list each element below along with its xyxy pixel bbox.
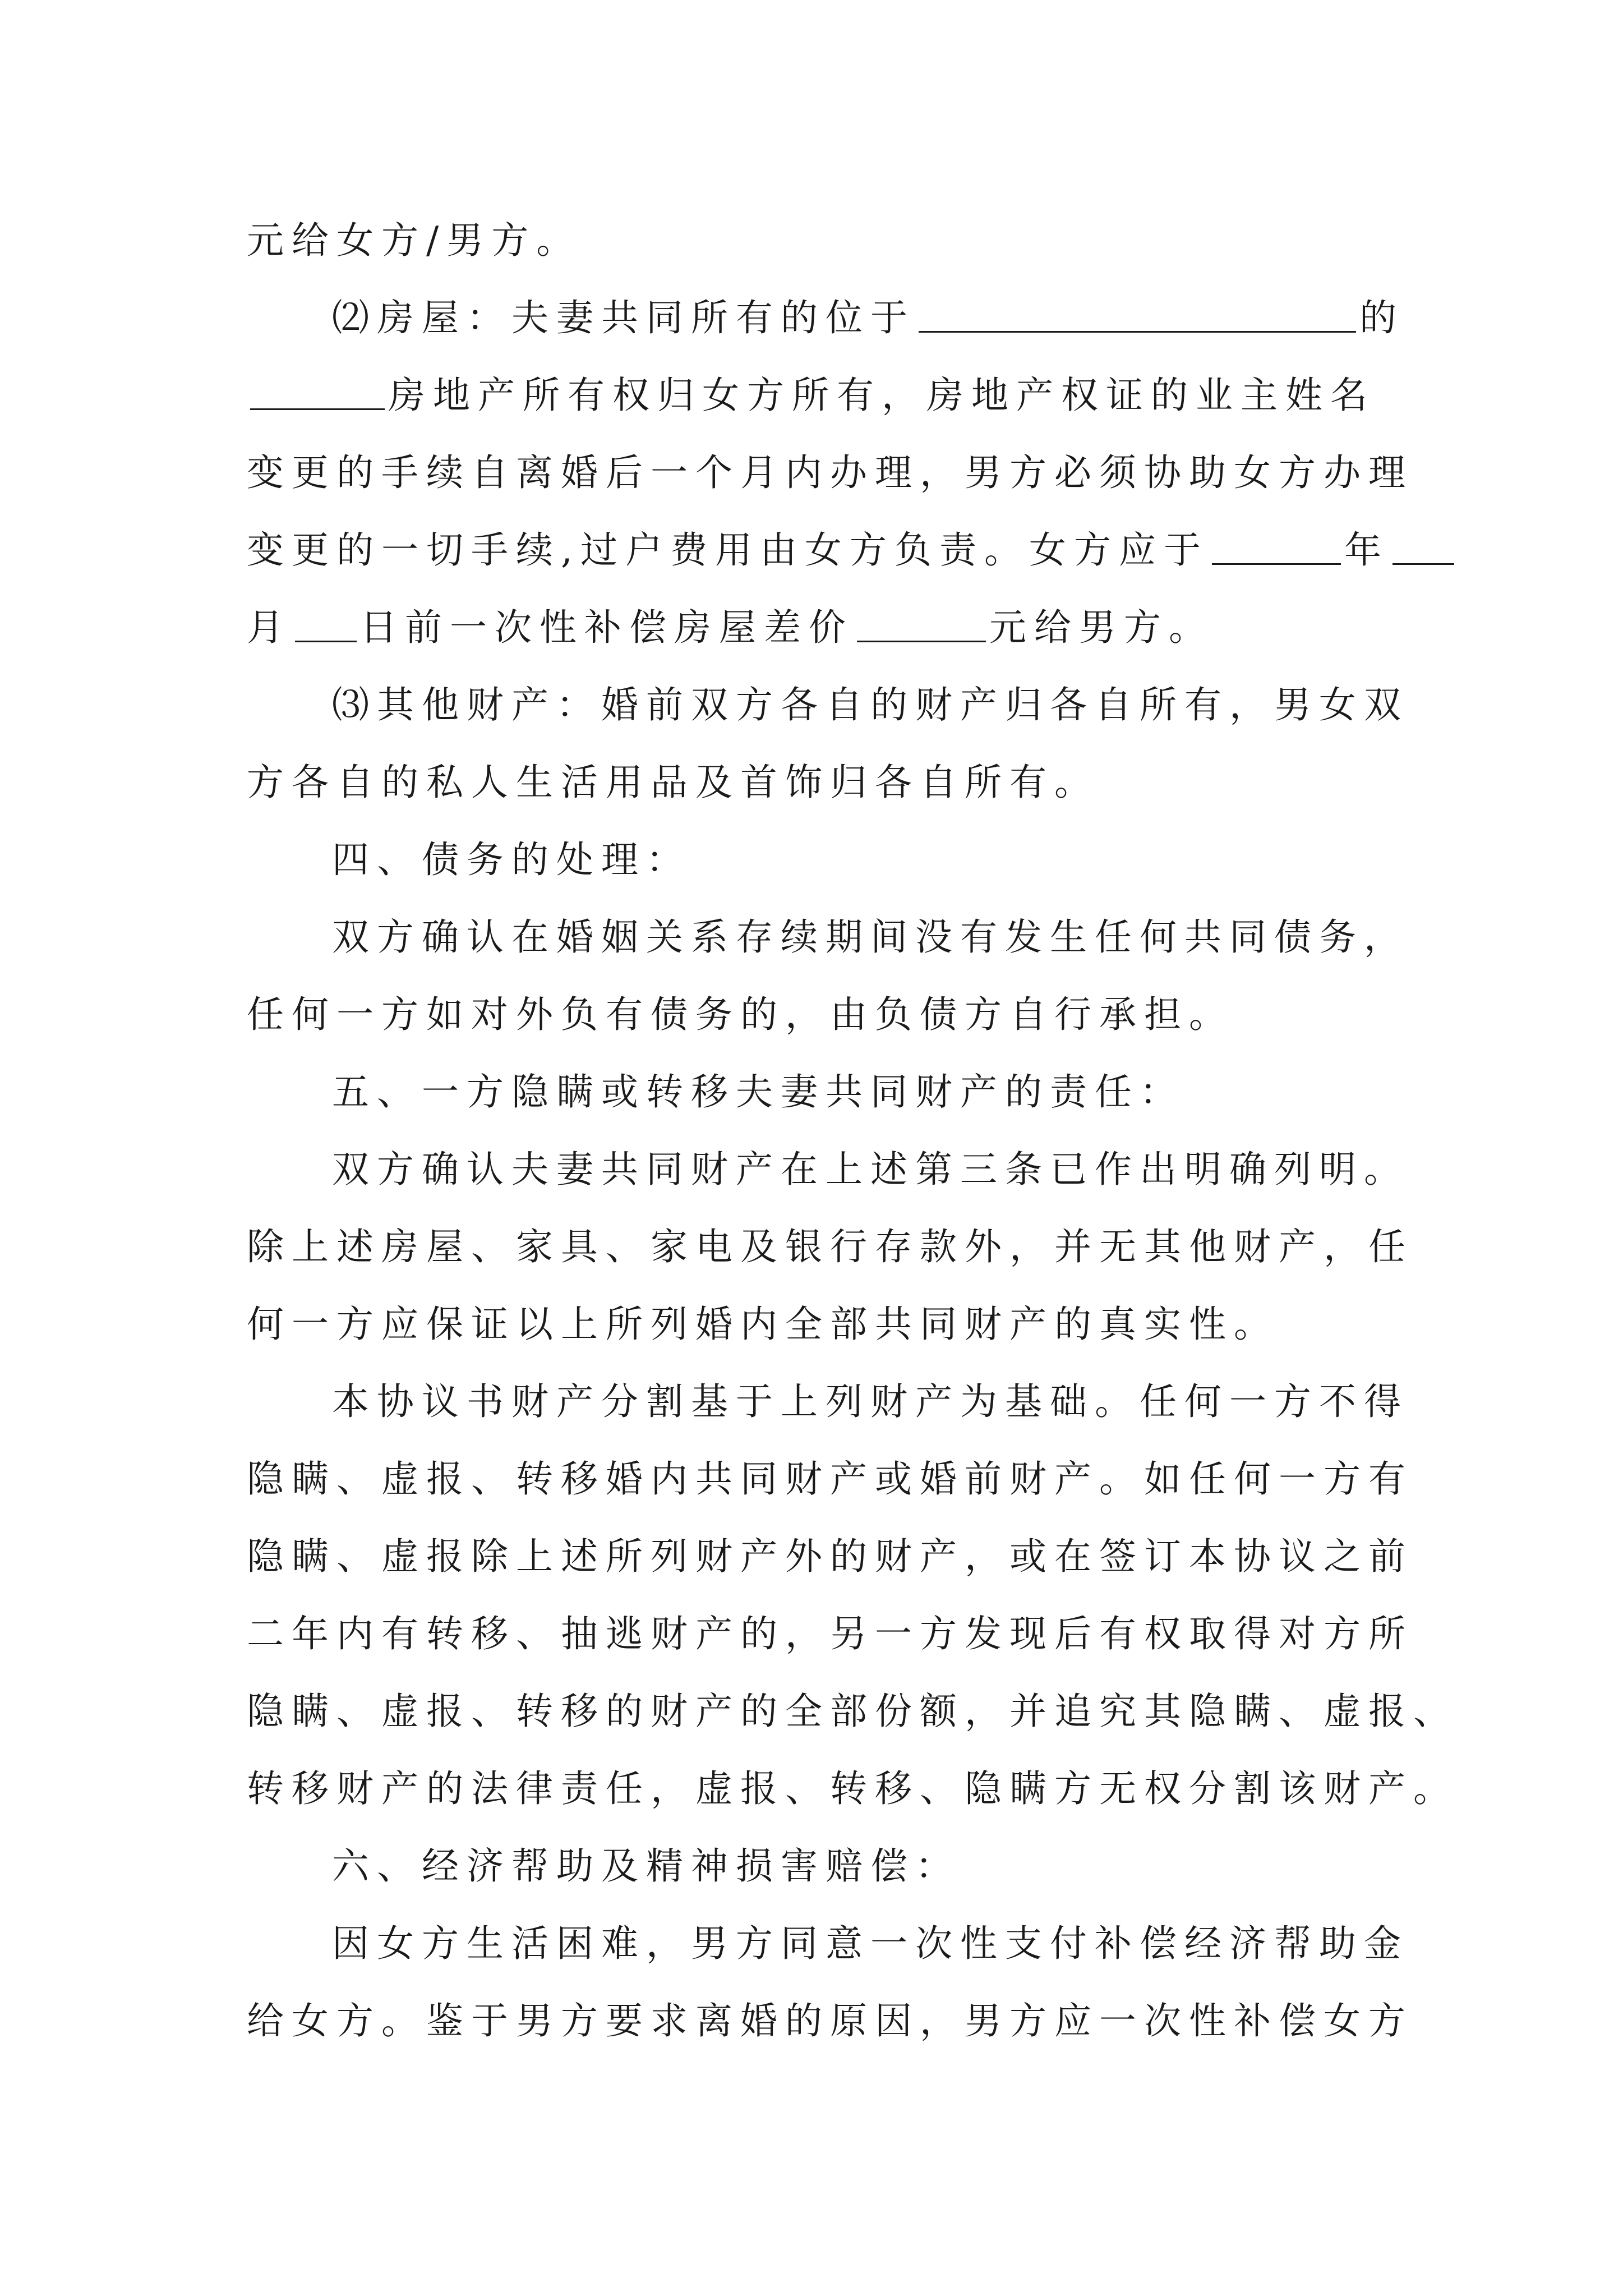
text-line: 元给女方/男方。	[247, 219, 582, 262]
section-heading: 四、债务的处理：	[332, 838, 691, 881]
text-line: ⑶其他财产：婚前双方各自的财产归各自所有，男女双	[332, 683, 1409, 726]
text-line: 隐瞒、虚报、转移的财产的全部份额，并追究其隐瞒、虚报、	[247, 1690, 1458, 1733]
text-line: 双方确认夫妻共同财产在上述第三条已作出明确列明。	[332, 1148, 1409, 1191]
section-heading: 五、一方隐瞒或转移夫妻共同财产的责任：	[332, 1070, 1184, 1114]
fill-in-blank	[295, 607, 357, 642]
text-line: 除上述房屋、家具、家电及银行存款外，并无其他财产，任	[247, 1225, 1413, 1268]
text-line: 双方确认在婚姻关系存续期间没有发生任何共同债务，	[332, 915, 1409, 959]
line-text: 房地产所有权归女方所有，房地产权证的业主姓名	[388, 374, 1375, 417]
line-text: 变更的一切手续,过户费用由女方负责。女方应于	[247, 528, 1209, 572]
line-text: 月	[247, 606, 292, 649]
line-text: 元给男方。	[989, 606, 1214, 649]
text-line: 给女方。鉴于男方要求离婚的原因，男方应一次性补偿女方	[247, 1999, 1413, 2042]
text-line: 隐瞒、虚报、转移婚内共同财产或婚前财产。如任何一方有	[247, 1457, 1413, 1501]
line-text: 日前一次性补偿房屋差价	[360, 606, 854, 649]
text-line: 二年内有转移、抽逃财产的，另一方发现后有权取得对方所	[247, 1612, 1413, 1655]
fill-in-blank	[857, 607, 986, 642]
fill-in-blank	[1393, 530, 1454, 565]
fill-in-blank	[250, 375, 385, 410]
text-line: 转移财产的法律责任，虚报、转移、隐瞒方无权分割该财产。	[247, 1767, 1458, 1810]
text-line	[247, 589, 1391, 666]
line-text: ⑵房屋：夫妻共同所有的位于	[332, 296, 915, 339]
document-page	[247, 202, 1458, 2060]
text-line: 任何一方如对外负有债务的，由负债方自行承担。	[247, 993, 1234, 1036]
text-line: 本协议书财产分割基于上列财产为基础。任何一方不得	[332, 1380, 1409, 1423]
text-line	[247, 279, 1404, 357]
text-line	[247, 512, 1391, 589]
text-line: 因女方生活困难，男方同意一次性支付补偿经济帮助金	[332, 1922, 1409, 1965]
section-heading: 六、经济帮助及精神损害赔偿：	[332, 1844, 960, 1888]
line-text: 的	[1359, 296, 1404, 339]
text-line: 变更的手续自离婚后一个月内办理，男方必须协助女方办理	[247, 451, 1413, 494]
text-line: 方各自的私人生活用品及首饰归各自所有。	[247, 761, 1099, 804]
text-line: 隐瞒、虚报除上述所列财产外的财产，或在签订本协议之前	[247, 1535, 1413, 1578]
line-text: 年	[1344, 528, 1389, 572]
fill-in-blank	[1212, 530, 1341, 565]
text-line	[247, 357, 1391, 434]
text-line: 何一方应保证以上所列婚内全部共同财产的真实性。	[247, 1303, 1279, 1346]
fill-in-blank	[919, 297, 1356, 333]
